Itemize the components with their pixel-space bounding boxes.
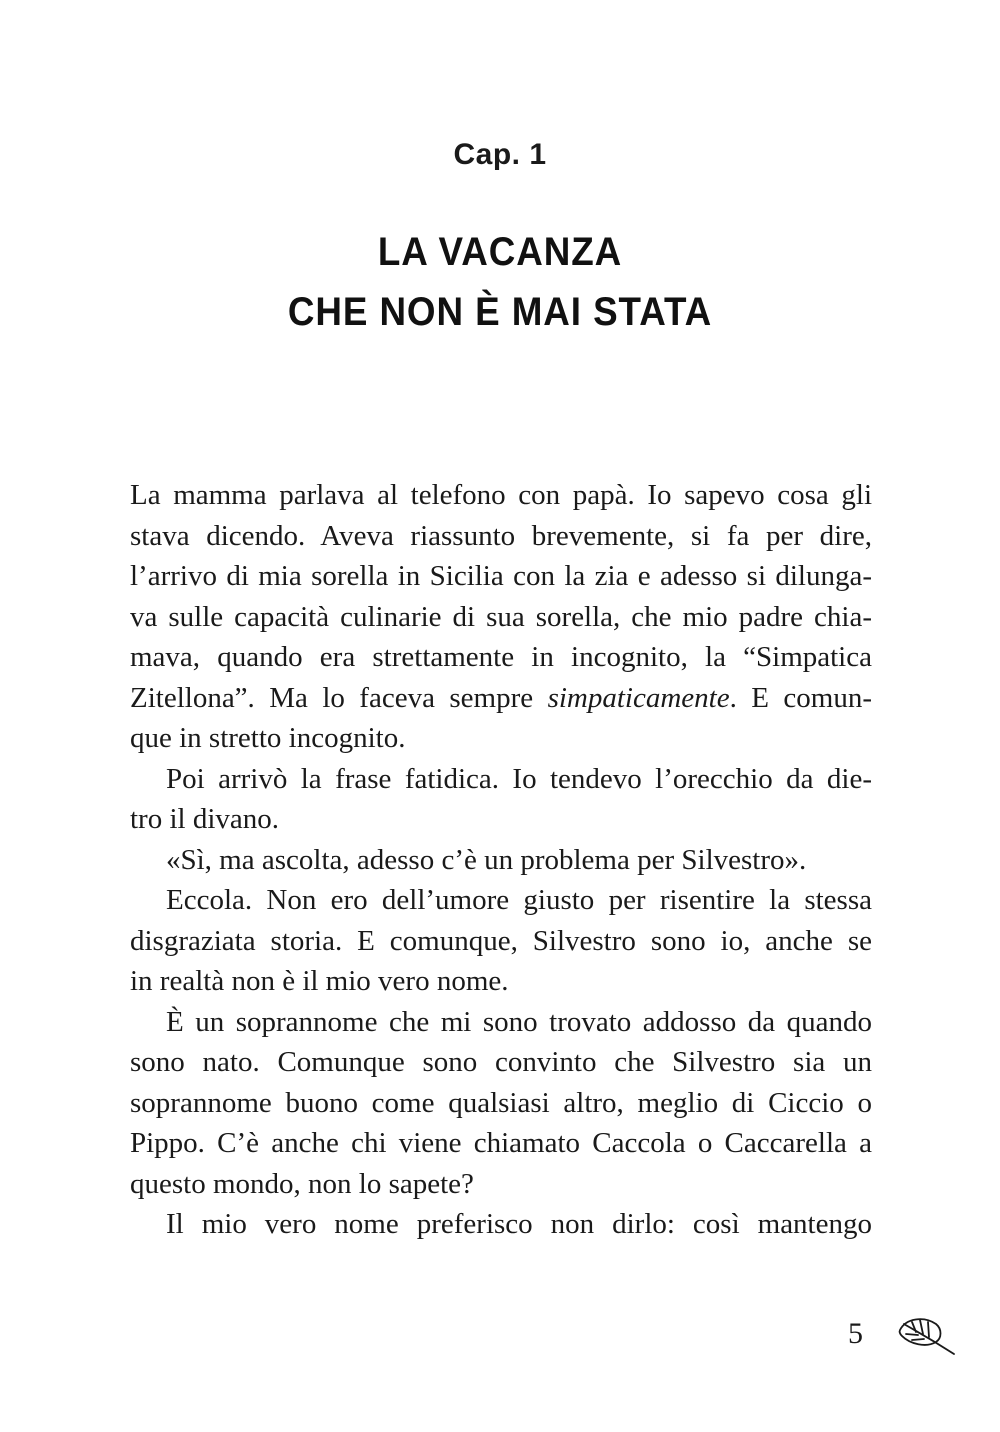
- text-line: Poi arrivò la frase fatidica. Io tendevo l’orecchio da die-: [166, 762, 872, 795]
- text-line: soprannome buono come qualsiasi altro, meglio di Ciccio o: [130, 1086, 872, 1119]
- chapter-title-line-2: CHE NON È MAI STATA: [287, 290, 713, 334]
- leaf-icon: [896, 1314, 958, 1358]
- italic-word: simpaticamente: [547, 681, 730, 714]
- text-segment: . E comun-: [729, 681, 872, 714]
- text-line: La mamma parlava al telefono con papà. Io sapevo cosa gli: [130, 479, 872, 511]
- text-line: mava, quando era strettamente in incognito, la “Simpatica: [130, 641, 872, 673]
- text-line: Eccola. Non ero dell’umore giusto per risentire la stessa: [166, 884, 872, 916]
- text-line: in realtà non è il mio vero nome.: [130, 965, 509, 997]
- text-line: stava dicendo. Aveva riassunto brevemente, si fa per dire,: [130, 519, 872, 552]
- text-line: Il mio vero nome preferisco non dirlo: così mantengo: [166, 1208, 872, 1240]
- text-line: disgraziata storia. E comunque, Silvestro sono io, anche se: [130, 924, 872, 957]
- text-line: «Sì, ma ascolta, adesso c’è un problema per Silvestro».: [166, 843, 807, 876]
- chapter-label: Cap. 1: [453, 138, 547, 171]
- chapter-title: [40, 222, 960, 342]
- page-number: 5: [848, 1317, 863, 1350]
- text-line: questo mondo, non lo sapete?: [130, 1167, 474, 1200]
- text-line: sono nato. Comunque sono convinto che Silvestro sia un: [130, 1046, 872, 1078]
- text-line: l’arrivo di mia sorella in Sicilia con la zia e adesso si dilunga-: [130, 560, 872, 592]
- text-line: que in stretto incognito.: [130, 722, 406, 754]
- text-line-with-italic: [130, 678, 872, 719]
- text-segment: Zitellona”. Ma lo faceva sempre: [130, 681, 548, 714]
- chapter-title-line-1: LA VACANZA: [377, 230, 623, 274]
- text-line: È un soprannome che mi sono trovato addosso da quando: [166, 1005, 872, 1038]
- text-line: tro il divano.: [130, 803, 280, 835]
- text-line: Pippo. C’è anche chi viene chiamato Caccola o Caccarella a: [130, 1127, 872, 1159]
- text-line: va sulle capacità culinarie di sua sorella, che mio padre chia-: [130, 600, 872, 633]
- body-text: [130, 475, 872, 1245]
